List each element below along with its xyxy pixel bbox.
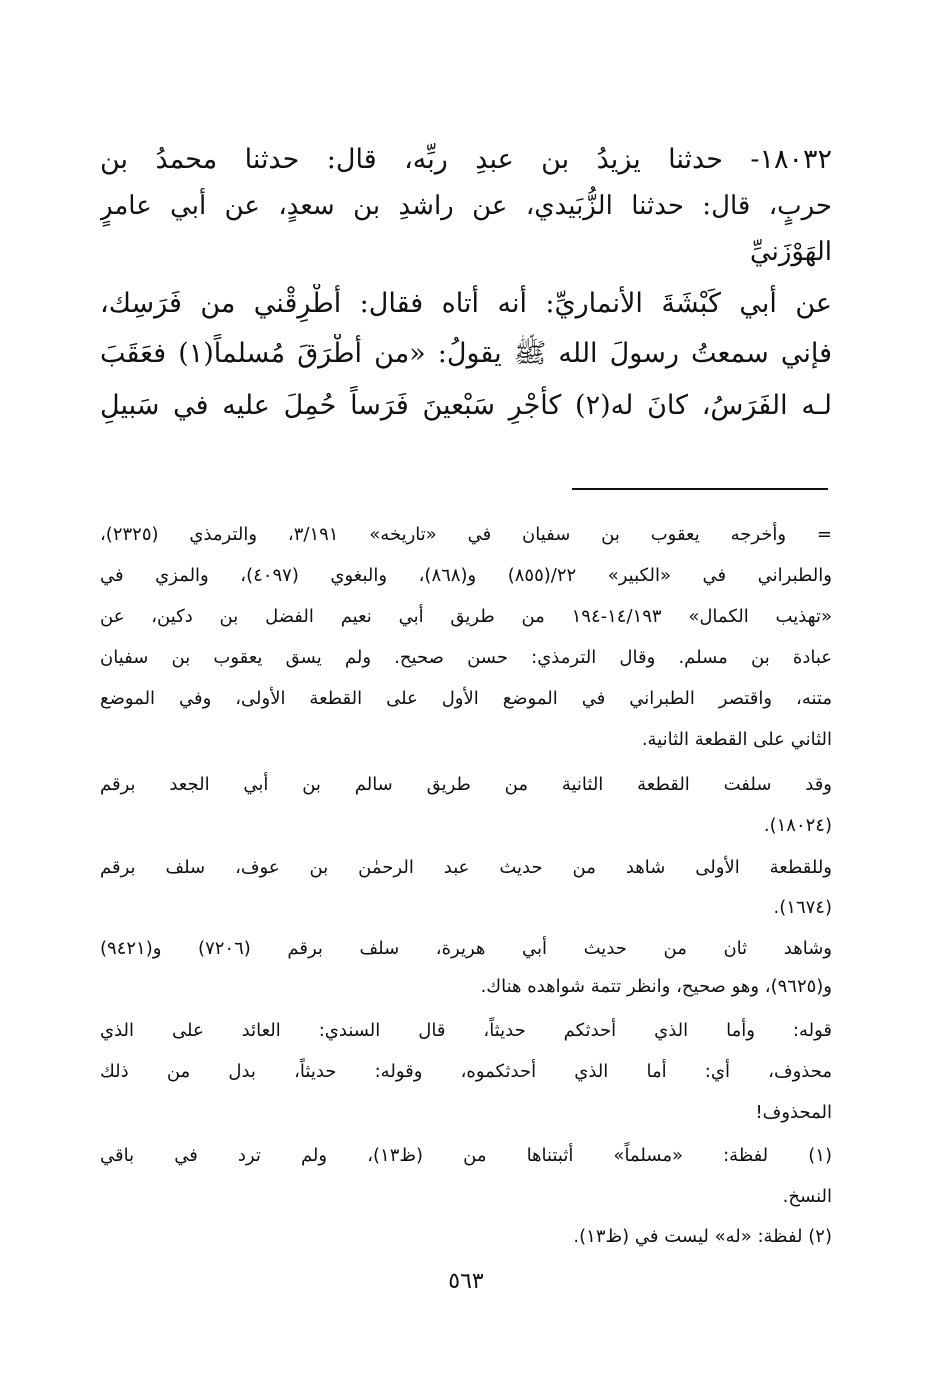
footnote-line: عبادة بن مسلم. وقال الترمذي: حسن صحيح. ولم يسق يعقوب بن سفيان <box>100 647 832 668</box>
footnote-line: والطبراني في «الكبير» ٢٢/(٨٥٥) و(٨٦٨)، والبغوي (٤٠٩٧)، والمزي في <box>100 565 832 586</box>
footnote-line: (١) لفظة: «مسلماً» أثبتناها من (ظ١٣)، ولم ترد في باقي <box>100 1145 832 1166</box>
hadith-body-line: فإني سمعتُ رسولَ الله ﷺ يقولُ: «من أَطْرَقَ مُسلماً(١) فعَقَبَ <box>100 338 832 369</box>
hadith-body-line: لـه الفَرَسُ، كانَ له(٢) كأجْرِ سَبْعينَ فَرَساً حُمِلَ عليه في سَبيلِ <box>100 390 832 421</box>
footnote-line: (١٨٠٢٤). <box>763 815 832 836</box>
hadith-header-line: الهَوْزَنيِّ <box>749 237 832 267</box>
footnote-line: المحذوف! <box>755 1102 832 1123</box>
footnote-line: متنه، واقتصر الطبراني في الموضع الأول على القطعة الأولى، وفي الموضع <box>100 688 832 709</box>
page-number: ٥٦٣ <box>448 1269 484 1294</box>
footnote-line: و(٩٦٢٥)، وهو صحيح، وانظر تتمة شواهده هناك. <box>480 976 832 997</box>
footnote-line: وشاهد ثان من حديث أبي هريرة، سلف برقم (٧٢٠٦) و(٩٤٢١) <box>100 938 832 959</box>
footnote-line: محذوف، أي: أما الذي أحدثكموه، وقوله: حديثاً، بدل من ذلك <box>100 1061 832 1082</box>
hadith-header-line: حربٍ، قال: حدثنا الزُّبَيدي، عن راشدِ بن سعدٍ، عن أبي عامرٍ <box>100 191 832 221</box>
footnote-line: «تهذيب الكمال» ١٤/١٩٣-١٩٤ من طريق أبي نعيم الفضل بن دكين، عن <box>100 606 832 627</box>
footnote-line: النسخ. <box>782 1186 832 1207</box>
footnote-line: قوله: وأما الذي أحدثكم حديثاً، قال السندي: العائد على الذي <box>100 1020 832 1041</box>
hadith-header-line: ١٨٠٣٢- حدثنا يزيدُ بن عبدِ ربِّه، قال: حدثنا محمدُ بن <box>100 144 832 175</box>
footnote-separator <box>572 488 828 490</box>
footnote-line: وللقطعة الأولى شاهد من حديث عبد الرحمٰن بن عوف، سلف برقم <box>100 857 832 878</box>
footnote-line: (١٦٧٤). <box>773 897 832 918</box>
footnote-line: وقد سلفت القطعة الثانية من طريق سالم بن أبي الجعد برقم <box>100 774 832 795</box>
footnote-line: (٢) لفظة: «له» ليست في (ظ١٣). <box>573 1226 832 1247</box>
footnote-line: = وأخرجه يعقوب بن سفيان في «تاريخه» ٣/١٩١، والترمذي (٢٣٢٥)، <box>100 524 832 545</box>
hadith-body-line: عن أبي كَبْشَةَ الأنماريِّ: أنه أتاه فقال: أَطْرِقْني من فَرَسِك، <box>100 288 832 319</box>
footnote-line: الثاني على القطعة الثانية. <box>641 729 832 750</box>
